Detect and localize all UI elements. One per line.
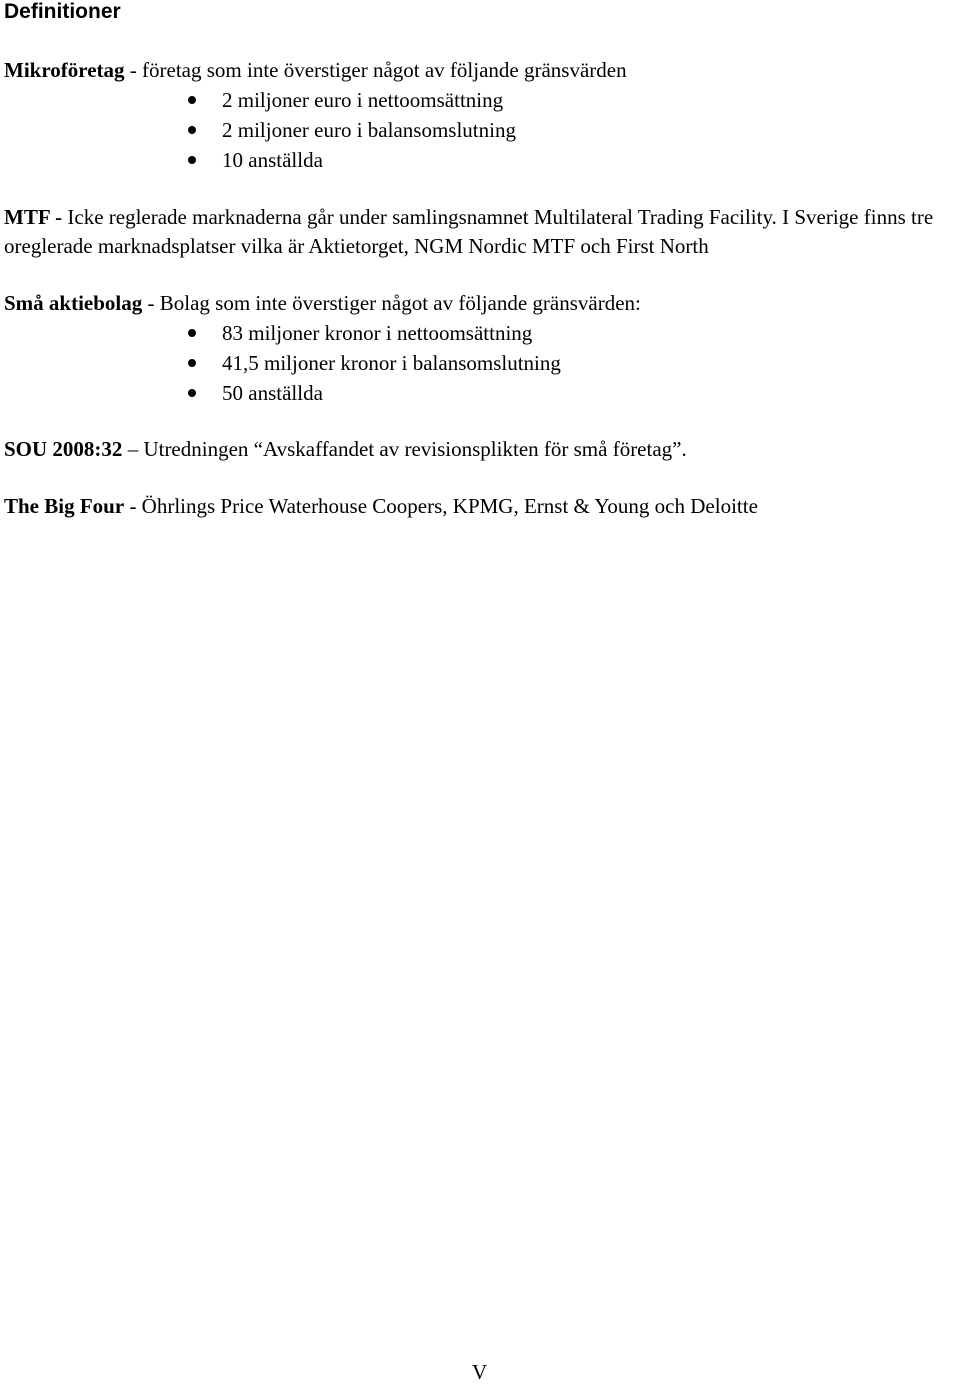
definitions-content	[4, 56, 960, 521]
bullet-icon	[188, 359, 196, 367]
list-item	[4, 318, 960, 348]
list-item-text: 2 miljoner euro i balansomslutning	[222, 118, 516, 142]
term-sou: SOU 2008:32	[4, 437, 123, 461]
spacer	[4, 408, 960, 435]
list-item-text: 2 miljoner euro i nettoomsättning	[222, 88, 504, 112]
mikroforetag-limits-list	[4, 85, 960, 175]
page-number: V	[472, 1360, 488, 1384]
list-item-text: 41,5 miljoner kronor i balansomslutning	[222, 351, 561, 375]
definition-sou	[4, 435, 960, 464]
spacer	[4, 261, 960, 289]
definition-text-sou: – Utredningen “Avskaffandet av revisionsplikten för små företag”.	[122, 437, 687, 461]
bullet-icon	[188, 329, 196, 337]
spacer	[4, 464, 960, 492]
bullet-icon	[188, 156, 196, 164]
term-mikroforetag: Mikroföretag	[4, 58, 125, 82]
list-item-text: 10 anställda	[222, 148, 323, 172]
sma-aktiebolag-limits-list	[4, 318, 960, 408]
page-heading: Definitioner	[4, 0, 121, 23]
definition-text-big-four: - Öhrlings Price Waterhouse Coopers, KPMG, Ernst & Young och Deloitte	[124, 494, 758, 518]
list-item	[4, 378, 960, 408]
list-item-text: 83 miljoner kronor i nettoomsättning	[222, 321, 533, 345]
definition-mtf	[4, 203, 960, 261]
definition-text-sma-aktiebolag: - Bolag som inte överstiger något av följande gränsvärden:	[142, 291, 641, 315]
list-item	[4, 145, 960, 175]
definition-mikroforetag	[4, 56, 960, 85]
bullet-icon	[188, 389, 196, 397]
definition-text-mtf: Icke reglerade marknaderna går under samlingsnamnet Multilateral Trading Facility. I Sverige finns tre oreglerade marknadsplatser vilka är Aktietorget, NGM Nordic MTF och First North	[4, 205, 934, 258]
definition-text-mikroforetag: - företag som inte överstiger något av följande gränsvärden	[124, 58, 627, 82]
definition-sma-aktiebolag	[4, 289, 960, 318]
list-item	[4, 348, 960, 378]
term-mtf: MTF -	[4, 205, 63, 229]
list-item	[4, 115, 960, 145]
list-item-text: 50 anställda	[222, 381, 323, 405]
term-big-four: The Big Four	[4, 494, 125, 518]
bullet-icon	[188, 126, 196, 134]
list-item	[4, 85, 960, 115]
definition-big-four	[4, 492, 960, 521]
term-sma-aktiebolag: Små aktiebolag	[4, 291, 143, 315]
bullet-icon	[188, 96, 196, 104]
spacer	[4, 175, 960, 203]
